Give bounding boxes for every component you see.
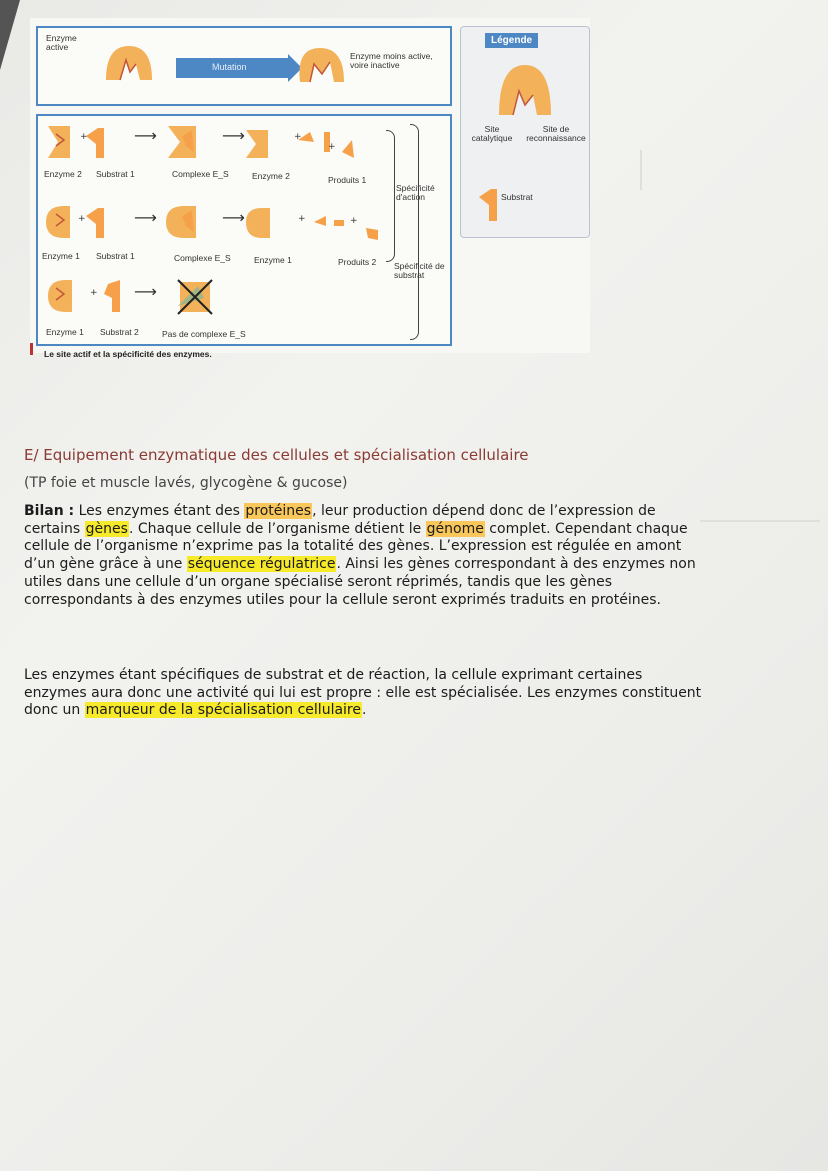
legend-enzyme-icon [495,61,555,117]
legend-site-reconnaissance: Site de reconnaissance [526,124,586,143]
row1-label-2: Substrat 1 [96,169,135,179]
section-subtitle: (TP foie et muscle lavés, glycogène & gucose) [24,475,348,491]
figure-caption: Le site actif et la spécificité des enzymes. [44,349,212,359]
specialisation-paragraph: Les enzymes étant spécifiques de substrat et de réaction, la cellule exprimant certaines enzymes aura donc une activité qui lui est propre : elle est spécialisée. Les enzymes constituent donc un marqueur de la spécialisation cellulaire. [24,667,702,719]
arrow-icon: ⟶ [222,208,245,227]
page-corner-shadow [0,0,20,70]
enzyme-figure [30,18,590,353]
arrow-icon: ⟶ [134,208,157,227]
row3-label-2: Substrat 2 [100,327,139,337]
specificite-action-label: Spécificité d'action [396,183,435,202]
bilan-label: Bilan : [24,503,75,519]
caption-marker [30,343,33,355]
highlight-genes: gènes [85,520,128,537]
brace-action [386,130,395,262]
row2-label-4: Enzyme 1 [254,255,292,265]
arrow-icon: ⟶ [222,126,245,145]
row2-label-2: Substrat 1 [96,251,135,261]
legend-site-catalytique: Site catalytique [471,124,513,143]
bleed-through-mark [640,150,792,190]
row1-label-1: Enzyme 2 [44,169,82,179]
arrow-icon: ⟶ [134,126,157,145]
mutation-label: Mutation [212,62,247,72]
row2-label-5: Produits 2 [338,257,377,267]
mutated-enzyme-icon [294,42,348,86]
row1-label-5: Produits 1 [328,175,367,185]
reaction-panel: + ⟶ ⟶ + + Enzyme 2 Substrat 1 Complexe E_S Enzyme 2 Produits 1 + ⟶ ⟶ + + Enzyme 1 Substrat 1 Complexe E_S Enzyme 1 Produits 2 + ⟶ Enzyme 1 Substrat 2 Pas de complexe E_S Spécificité d'action Spécificité de substrat [36,114,452,346]
mutation-panel [36,26,452,106]
bleed-through-mark [700,520,820,522]
row3-label-1: Enzyme 1 [46,327,84,337]
highlight-genome: génome [426,520,484,537]
row2-label-1: Enzyme 1 [42,251,80,261]
specificite-substrat-label: Spécificité de substrat [394,261,445,280]
active-enzyme-icon [102,42,156,82]
mutation-arrow [176,58,288,78]
inactive-enzyme-label: Enzyme moins active, voire inactive [350,51,433,70]
row1-label-4: Enzyme 2 [252,171,290,181]
arrow-icon: ⟶ [134,282,157,301]
legend-title: Légende [485,33,538,48]
highlight-sequence-regulatrice: séquence régulatrice [187,556,336,573]
row2-label-3: Complexe E_S [174,253,231,263]
row3-label-3: Pas de complexe E_S [162,329,246,339]
enzyme-active-label: Enzyme active [46,33,77,52]
brace-substrat [410,124,419,340]
legend-panel [460,26,590,238]
legend-substrat-icon [475,187,499,223]
row1-label-3: Complexe E_S [172,169,229,179]
section-title: E/ Equipement enzymatique des cellules et spécialisation cellulaire [24,446,529,464]
highlight-proteines: protéines [245,503,312,519]
highlight-marqueur: marqueur de la spécialisation cellulaire [85,702,361,719]
bilan-paragraph: Bilan : Les enzymes étant des protéines, leur production dépend donc de l’expression de certains gènes. Chaque cellule de l’organisme détient le génome complet. Cependant chaque cellule de l’organisme n’exprime pas la totalité des gènes. L’expression est régulée en amont d’un gène grâce à une séquence régulatrice. Ainsi les gènes correspondant à des enzymes non utiles dans une cellule d’un organe spécialisé seront réprimés, tandis que les gènes correspondants à des enzymes utiles pour la cellule seront exprimés traduits en protéines. [24,503,696,608]
legend-substrat-label: Substrat [501,192,533,202]
